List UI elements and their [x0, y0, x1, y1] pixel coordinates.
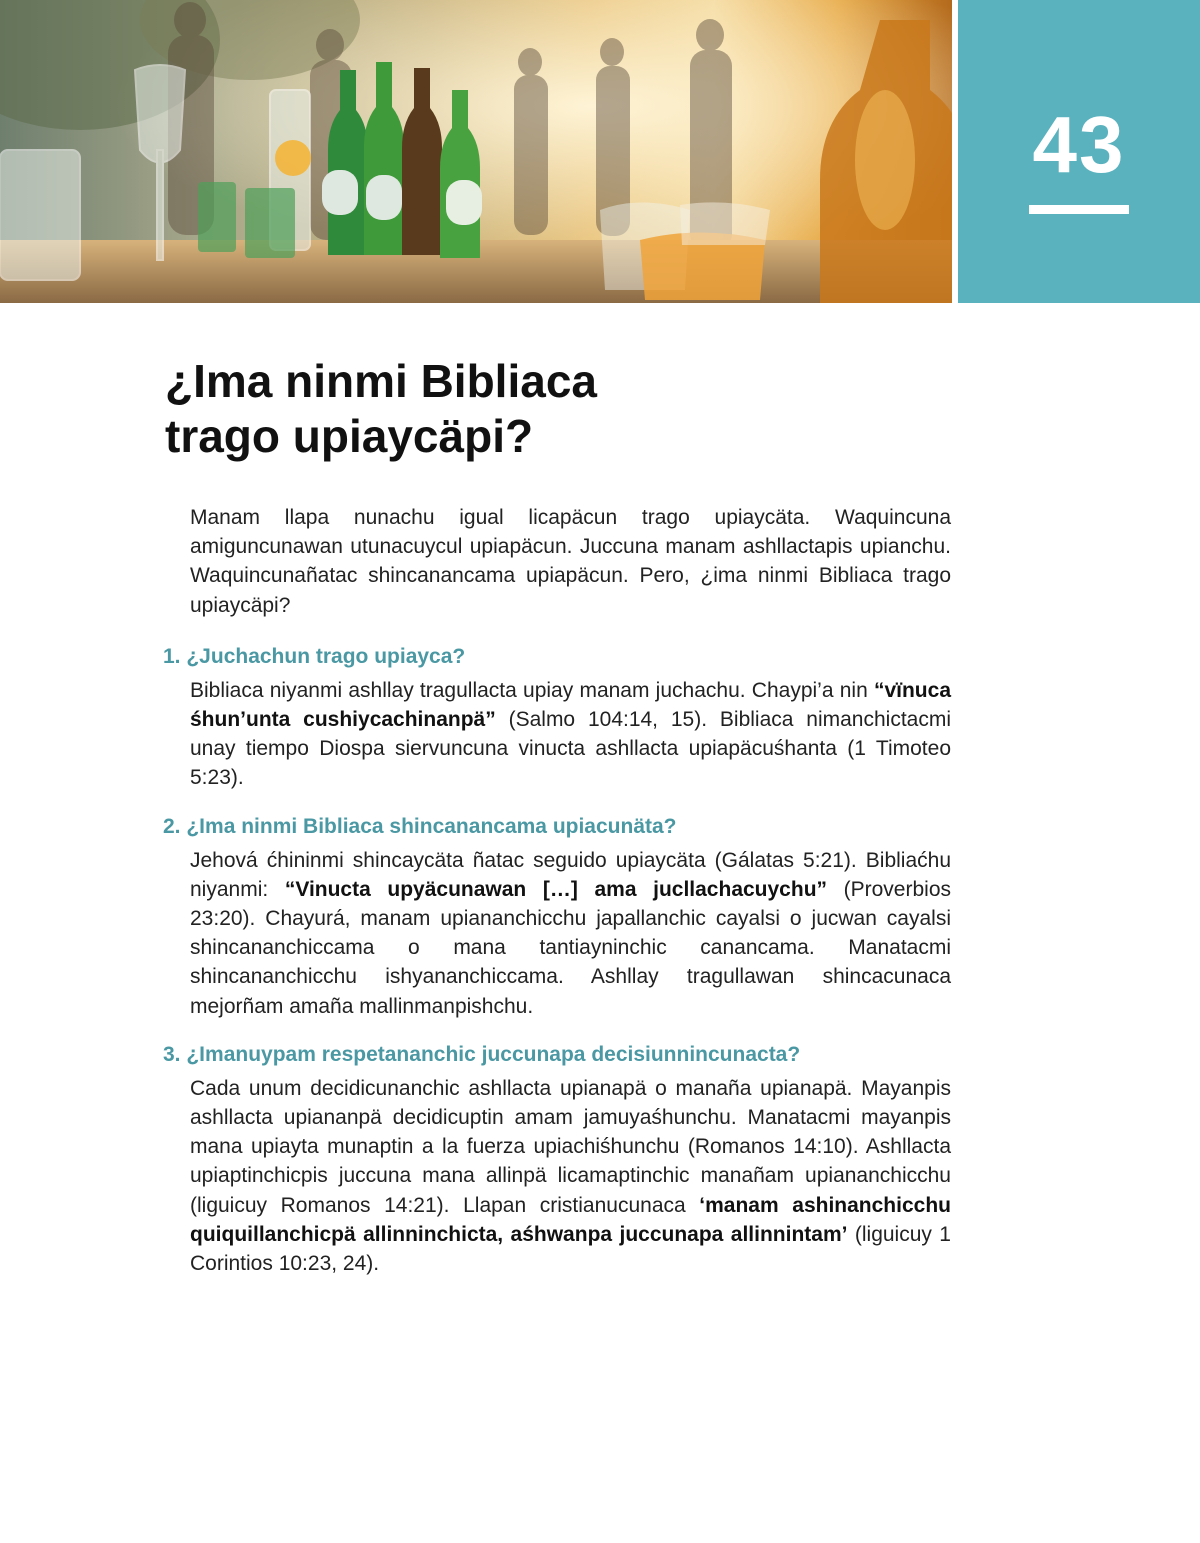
question-section-2 [163, 812, 951, 1021]
question-answer [190, 676, 951, 793]
lesson-number: 43 [1032, 100, 1126, 189]
question-answer [190, 846, 951, 1021]
answer-text: (liguicuy 1 Corintios 10:23, 24). [190, 1222, 951, 1276]
question-heading [163, 642, 951, 671]
answer-text: Cada unum decidicunanchic ashllacta upianapä o manaña upianapä. Mayanpis ashllacta upiananpä decidicuptin amam jamuyaśhunchu. Manatacmi mayanpis mana upiayta munaptin a la fuerza upiachiśhunchu (Romanos 14:10). Ashllacta upiaptinchicpis juccuna mana allinpä licamaptinchic manañam upiananchicchu (liguicuy Romanos 14:21). Llapan cristianucunaca [190, 1076, 951, 1217]
header-photo [0, 0, 952, 303]
answer-text: Jehová ćhininmi shincaycäta ñatac seguido upiaycäta (Gálatas 5:21). Bibliaćhu niyanmi: [190, 848, 951, 901]
page-title [165, 354, 925, 464]
badge-underline [1029, 205, 1129, 214]
question-text: ¿Ima ninmi Bibliaca shincanancama upiacunäta? [186, 814, 677, 838]
question-answer [190, 1074, 951, 1278]
question-section-1 [163, 642, 951, 793]
question-section-3 [163, 1040, 951, 1278]
title-line-2: trago upiaycäpi? [165, 410, 534, 462]
answer-text: (Proverbios 23:20). Chayurá, manam upiananchicchu japallanchic cayalsi o jucwan cayalsi shincananchiccama o mana tantiayninchic canancama. Manatacmi shincananchicchu ishyananchiccama. Ashllay tragullawan shincacunaca mejorñam amaña mallinmanpishchu. [190, 877, 951, 1018]
drinks-party-illustration [0, 0, 952, 303]
lesson-content [163, 503, 951, 1297]
question-number: 3. [163, 1042, 181, 1066]
question-heading [163, 812, 951, 841]
answer-text: Bibliaca niyanmi ashllay tragullacta upiay manam juchachu. Chaypi’a nin [190, 678, 874, 702]
question-text: ¿Imanuypam respetananchic juccunapa decisiunnincunacta? [186, 1042, 801, 1066]
lesson-number-badge [958, 0, 1200, 303]
question-number: 2. [163, 814, 181, 838]
answer-text: (Salmo 104:14, 15). Bibliaca nimanchictacmi unay tiempo Diospa siervuncuna vinucta ashllacta upiapäcuśhanta (1 Timoteo 5:23). [190, 708, 951, 790]
question-heading [163, 1040, 951, 1069]
title-line-1: ¿Ima ninmi Bibliaca [165, 355, 597, 407]
scripture-quote: “vïnuca śhun’unta cushiycachinanpä” [190, 678, 951, 732]
scripture-quote: ‘manam ashinanchicchu quiquillanchicpä allinninchicta, aśhwanpa juccunapa allinnintam’ [190, 1193, 951, 1246]
scripture-quote: “Vinucta upyäcunawan […] ama jucllachacuychu” [284, 877, 828, 901]
question-number: 1. [163, 644, 181, 668]
question-text: ¿Juchachun trago upiayca? [186, 644, 466, 668]
intro-paragraph: Manam llapa nunachu igual licapäcun trago upiaycäta. Waquincuna amiguncunawan utunacuycul upiapäcun. Juccuna manam ashllactapis upianchu. Waquincunañatac shincanancama upiapäcun. Pero, ¿ima ninmi Bibliaca trago upiaycäpi? [190, 506, 951, 617]
